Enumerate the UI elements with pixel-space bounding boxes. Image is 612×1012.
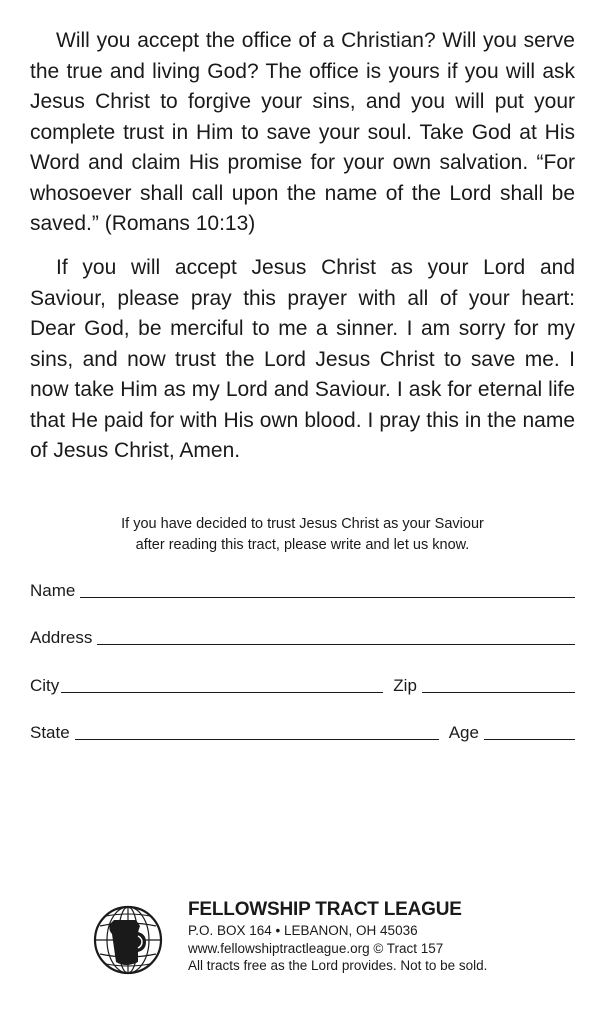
address-field-row <box>30 625 575 649</box>
publisher-address: P.O. BOX 164 • LEBANON, OH 45036 <box>188 923 418 938</box>
name-blank-line[interactable] <box>80 579 575 598</box>
publisher-info <box>188 898 548 975</box>
invitation-line-2: after reading this tract, please write and let us know. <box>135 537 470 553</box>
state-blank-line[interactable] <box>75 721 439 740</box>
zip-label: Zip <box>393 676 417 695</box>
address-label: Address <box>30 628 93 647</box>
city-blank-line[interactable] <box>61 674 383 693</box>
age-label: Age <box>448 723 479 742</box>
invitation-text <box>30 514 575 556</box>
name-field-row <box>30 578 575 602</box>
distribution-notice: All tracts free as the Lord provides. Not to be sold. <box>188 958 488 973</box>
age-blank-line[interactable] <box>484 721 575 740</box>
zip-blank-line[interactable] <box>422 674 575 693</box>
name-label: Name <box>30 581 76 600</box>
publisher-name: FELLOWSHIP TRACT LEAGUE <box>188 899 462 920</box>
publisher-website[interactable]: www.fellowshiptractleague.org © Tract 157 <box>188 940 444 956</box>
paragraph-salvation-prayer: If you will accept Jesus Christ as your Lord and Saviour, please pray this prayer with all of your heart: Dear God, be merciful to me a sinner. I am sorry for my sins, and now trust the Lord Jesus Christ to save me. I now take Him as my Lord and Saviour. I ask for eternal life that He paid for with His own blood. I pray this in the name of Jesus Christ, Amen. <box>30 256 575 462</box>
city-label: City <box>30 676 60 695</box>
city-zip-field-row <box>30 673 575 697</box>
address-blank-line[interactable] <box>97 626 575 645</box>
globe-pitcher-icon <box>92 904 164 976</box>
invitation-line-1: If you have decided to trust Jesus Christ as your Saviour <box>121 516 484 532</box>
paragraph-office-of-christian: Will you accept the office of a Christian? Will you serve the true and living God? The office is yours if you will ask Jesus Christ to forgive your sins, and you will put your complete trust in Him to save your soul. Take God at His Word and claim His promise for your own salvation. “For whosoever shall call upon the name of the Lord shall be saved.” (Romans 10:13) <box>30 29 575 235</box>
state-label: State <box>30 723 70 742</box>
state-age-field-row <box>30 720 575 744</box>
publisher-footer <box>92 898 532 980</box>
